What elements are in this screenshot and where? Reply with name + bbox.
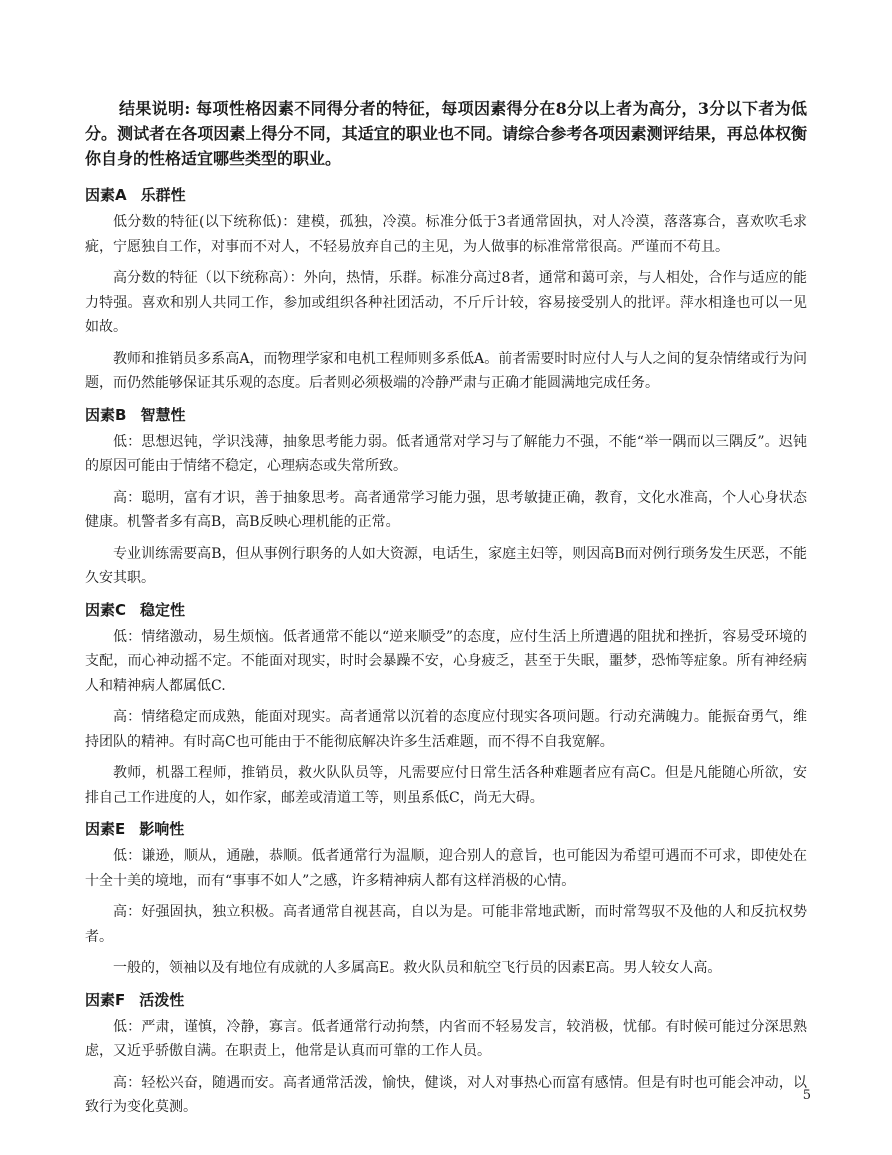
factor-e-code: 因素E <box>85 820 126 838</box>
page-number: 5 <box>802 1088 811 1103</box>
factor-c-section <box>85 598 807 811</box>
factor-c-name: 稳定性 <box>140 600 186 619</box>
factor-b-high: 高：聪明，富有才识，善于抽象思考。高者通常学习能力强，思考敏捷正确，教育，文化水准高，个人心身状态健康。机警者多有高B，高B反映心理机能的正常。 <box>85 489 807 530</box>
factor-b-note: 专业训练需要高B，但从事例行职务的人如大资源，电话生，家庭主妇等，则因高B而对例行琐务发生厌恶，不能久安其职。 <box>85 545 807 586</box>
factor-f-code: 因素F <box>85 990 126 1009</box>
factor-a-low: 低分数的特征(以下统称低)：建模，孤独，冷漠。标准分低于3者通常固执，对人冷漠，落落寡合，喜欢吹毛求疵，宁愿独自工作，对事而不对人，不轻易放弃自己的主见，为人做事的标准常常很高。严谨而不苟且。 <box>85 214 807 255</box>
factor-b-code: 因素B <box>85 405 127 424</box>
factor-a-name: 乐群性 <box>140 186 186 204</box>
factor-a-high: 高分数的特征（以下统称高）：外向，热情，乐群。标准分高过8者，通常和蔼可亲，与人相处，合作与适应的能力特强。喜欢和别人共同工作，参加或组织各种社团活动，不斤斤计较，容易接受别人的批评。萍水相逢也可以一见如故。 <box>85 270 807 335</box>
factor-c-heading <box>85 598 807 622</box>
factor-f-low: 低：严肃，谨慎，冷静，寡言。低者通常行动拘禁，内省而不轻易发言，较消极，忧郁。有时候可能过分深思熟虑，又近乎骄傲自满。在职责上，他常是认真而可靠的工作人员。 <box>85 1018 807 1059</box>
factor-f-high: 高：轻松兴奋，随遇而安。高者通常活泼，愉快，健谈，对人对事热心而富有感情。但是有时也可能会冲动，以致行为变化莫测。 <box>85 1074 807 1115</box>
factor-e-section <box>85 817 807 981</box>
factor-f-heading <box>85 988 807 1012</box>
factor-c-note: 教师，机器工程师，推销员，救火队队员等，凡需要应付日常生活各种难题者应有高C。但是凡能随心所欲，安排自己工作进度的人，如作家，邮差或清道工等，则虽系低C，尚无大碍。 <box>85 765 807 806</box>
factor-e-high: 高：好强固执，独立积极。高者通常自视甚高，自以为是。可能非常地武断，而时常驾驭不及他的人和反抗权势者。 <box>85 904 807 945</box>
factor-e-name: 影响性 <box>139 820 185 838</box>
factor-e-heading <box>85 817 807 841</box>
factor-c-high: 高：情绪稳定而成熟，能面对现实。高者通常以沉着的态度应付现实各项问题。行动充满魄力。能振奋勇气，维持团队的精神。有时高C也可能由于不能彻底解决许多生活难题，而不得不自我宽解。 <box>85 709 807 750</box>
factor-c-code: 因素C <box>85 600 127 619</box>
factor-f-name: 活泼性 <box>139 990 185 1009</box>
document-page <box>85 96 807 1127</box>
factor-e-note: 一般的，领袖以及有地位有成就的人多属高E。救火队员和航空飞行员的因素E高。男人较女人高。 <box>113 960 722 976</box>
factor-a-note: 教师和推销员多系高A，而物理学家和电机工程师则多系低A。前者需要时时应付人与人之间的复杂情绪或行为问题，而仍然能够保证其乐观的态度。后者则必须极端的冷静严肃与正确才能圆满地完成任务。 <box>85 350 807 391</box>
factor-e-low: 低：谦逊，顺从，通融，恭顺。低者通常行为温顺，迎合别人的意旨，也可能因为希望可遇而不可求，即使处在十全十美的境地，而有“事事不如人”之感，许多精神病人都有这样消极的心情。 <box>85 848 807 889</box>
factor-b-name: 智慧性 <box>140 405 186 424</box>
factor-b-heading <box>85 403 807 427</box>
factor-a-section <box>85 183 807 396</box>
factor-c-low: 低：情绪激动，易生烦恼。低者通常不能以“逆来顺受”的态度，应付生活上所遭遇的阻扰和挫折，容易受环境的支配，而心神动摇不定。不能面对现实，时时会暴躁不安，心身疲乏，甚至于失眠，噩梦，恐怖等症象。所有神经病人和精神病人都属低C. <box>85 628 807 694</box>
results-intro: 结果说明: 每项性格因素不同得分者的特征，每项因素得分在8分以上者为高分，3分以下者为低分。测试者在各项因素上得分不同，其适宜的职业也不同。请综合参考各项因素测评结果，再总体权衡你自身的性格适宜哪些类型的职业。 <box>85 99 807 168</box>
factor-b-section <box>85 403 807 591</box>
factor-a-heading <box>85 183 807 207</box>
factor-b-low: 低：思想迟钝，学识浅薄，抽象思考能力弱。低者通常对学习与了解能力不强，不能“举一隅而以三隅反”。迟钝的原因可能由于情绪不稳定，心理病态或失常所致。 <box>85 433 807 474</box>
factor-a-code: 因素A <box>85 186 127 204</box>
factor-f-section <box>85 988 807 1120</box>
